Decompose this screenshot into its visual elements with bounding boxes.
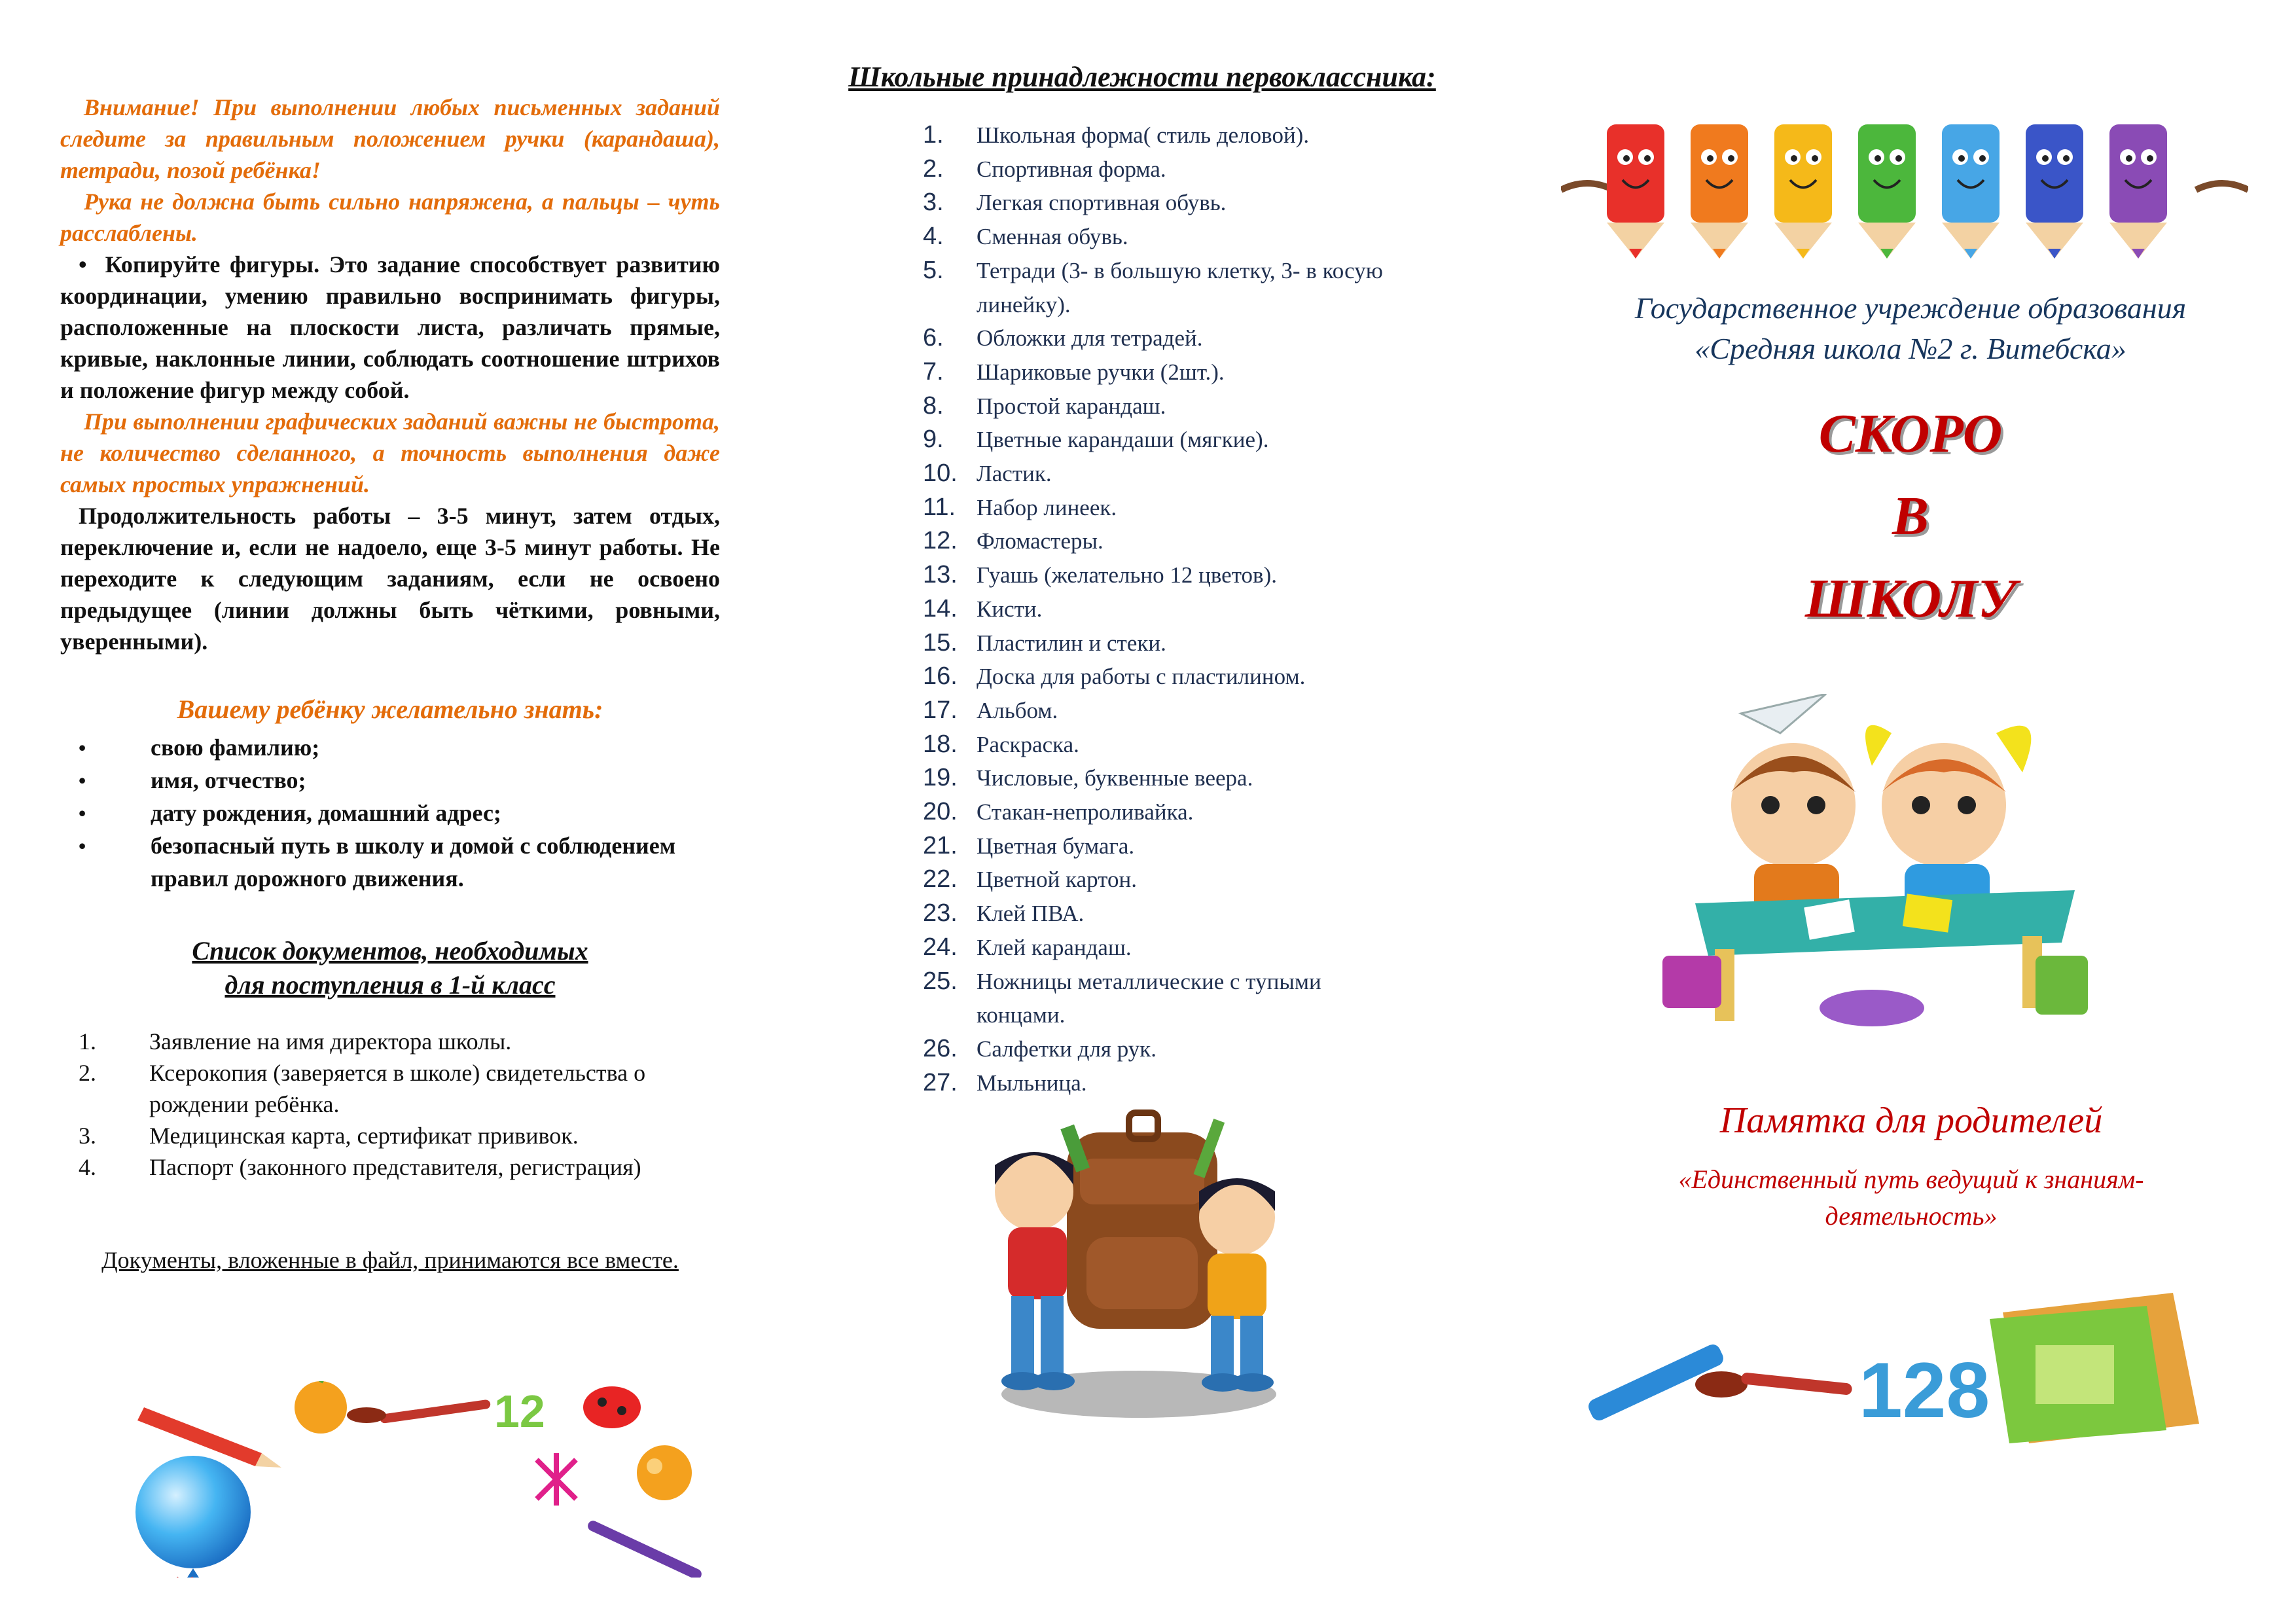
- list-item: 6. Обложки для тетрадей.: [923, 324, 1203, 352]
- school-supplies-illustration-right: [1571, 1293, 2232, 1456]
- hand-note: Рука не должна быть сильно напряжена, а пальцы – чуть расслаблены.: [60, 189, 720, 246]
- snowflake-icon: [537, 1453, 576, 1506]
- list-item: 24. Клей карандаш.: [923, 933, 1132, 961]
- list-item: 25. Ножницы металлические с тупыми концами.: [923, 967, 1321, 1028]
- list-item: • дату рождения, домашний адрес;: [79, 797, 720, 829]
- list-item: 22. Цветной картон.: [923, 865, 1137, 893]
- girl-figure: [995, 1152, 1075, 1390]
- list-item: 19. Числовые, буквенные веера.: [923, 764, 1253, 792]
- numbers-decor: [494, 1386, 545, 1437]
- list-item: • свою фамилию;: [79, 731, 720, 764]
- apple-icon: [295, 1381, 347, 1434]
- know-heading: Вашему ребёнку желательно знать:: [177, 695, 603, 724]
- list-item: 2. Спортивная форма.: [923, 154, 1166, 183]
- paintbrush-icon: [347, 1399, 491, 1424]
- paintbrush-icon: [1695, 1371, 1852, 1398]
- boy-figure: [1199, 1178, 1275, 1392]
- numbers-decor: [1859, 1346, 1990, 1434]
- kids-at-desk-illustration: [1656, 694, 2101, 1034]
- list-item: • имя, отчество;: [79, 764, 720, 797]
- list-item: 11. Набор линеек.: [923, 493, 1117, 521]
- list-item: 16. Доска для работы с пластилином.: [923, 662, 1306, 691]
- list-item: 9. Цветные карандаши (мягкие).: [923, 425, 1269, 454]
- svg-text:12: 12: [494, 1386, 545, 1437]
- list-item: 3. Медицинская карта, сертификат прививок.: [79, 1123, 579, 1149]
- list-item: 27. Мыльница.: [923, 1068, 1087, 1096]
- supplies-list: [785, 118, 1499, 1100]
- list-item: 7. Шариковые ручки (2шт.).: [923, 357, 1225, 386]
- motto-quote: «Единственный путь ведущий к знаниям- деятельность»: [1678, 1164, 2144, 1231]
- list-item: 15. Пластилин и стеки.: [923, 628, 1166, 657]
- know-list: [60, 731, 720, 895]
- list-item: 23. Клей ПВА.: [923, 899, 1085, 928]
- list-item: 21. Цветная бумага.: [923, 831, 1135, 859]
- school-supplies-illustration-left: [131, 1381, 720, 1578]
- duration-paragraph: Продолжительность работы – 3-5 минут, затем отдых, переключение и, если не надоело, еще 3-5 минут работы. Не переходите к следующим заданиям, если не освоено предыдущее (линии должны быть чёткими, ровными, уверенными).: [60, 503, 720, 655]
- graphic-tasks-note: При выполнении графических заданий важны не быстрота, не количество сделанного, а точность выполнения даже самых простых упражнений.: [60, 408, 720, 497]
- page-title: СКОРО В ШКОЛУ: [1804, 403, 2017, 629]
- list-item: 10. Ластик.: [923, 460, 1052, 488]
- boy-figure: [1731, 743, 1856, 923]
- books-icon: [1990, 1293, 2199, 1443]
- warning-paragraph: Внимание! При выполнении любых письменных заданий следите за правильным положением ручки (карандаша), тетради, позой ребёнка!: [60, 94, 720, 183]
- left-panel: [0, 0, 759, 1624]
- ladybug-icon: [583, 1386, 641, 1428]
- list-item: 3. Легкая спортивная обувь.: [923, 189, 1227, 217]
- list-item: 13. Гуашь (желательно 12 цветов).: [923, 561, 1277, 589]
- list-item: 14. Кисти.: [923, 594, 1043, 623]
- files-note: Документы, вложенные в файл, принимаются все вместе.: [101, 1247, 679, 1273]
- memo-block: [1551, 1100, 2271, 1235]
- list-item: 5. Тетради (3- в большую клетку, 3- в косую линейку).: [923, 256, 1383, 317]
- list-item: 18. Раскраска.: [923, 730, 1079, 758]
- school-name: Государственное учреждение образования «Средняя школа №2 г. Витебска»: [1634, 291, 2187, 365]
- apple-icon: [637, 1445, 692, 1500]
- supplies-heading: Школьные принадлежности первоклассника:: [848, 61, 1436, 93]
- list-item: 12. Фломастеры.: [923, 527, 1103, 555]
- documents-heading: Список документов, необходимых для поступления в 1-й класс: [192, 936, 588, 1000]
- list-item: 4. Паспорт (законного представителя, регистрация): [79, 1154, 641, 1180]
- documents-list: [60, 1026, 720, 1183]
- list-item: 17. Альбом.: [923, 696, 1058, 724]
- memo-title: Памятка для родителей: [1719, 1100, 2103, 1141]
- svg-text:128: 128: [1859, 1346, 1990, 1434]
- list-item: • безопасный путь в школу и домой с соблюдением правил дорожного движения.: [79, 829, 720, 895]
- list-item: 1. Школьная форма( стиль деловой).: [923, 121, 1310, 149]
- list-item: 1. Заявление на имя директора школы.: [79, 1028, 512, 1055]
- list-item: 2. Ксерокопия (заверяется в школе) свидетельства о рождении ребёнка.: [79, 1060, 646, 1117]
- list-item: 26. Салфетки для рук.: [923, 1034, 1157, 1062]
- paper-plane-icon: [1741, 694, 1826, 733]
- copy-shapes-paragraph: • Копируйте фигуры. Это задание способствует развитию координации, умению правильно воспринимать фигуры, расположенные на плоскости листа, различать прямые, кривые, наклонные линии, соблюдать соотношение штрихов и положение фигур между собой.: [60, 249, 720, 406]
- kids-with-backpack-illustration: [962, 1106, 1316, 1420]
- paintbrush-icon: [586, 1519, 704, 1578]
- list-item: 20. Стакан-непроливайка.: [923, 798, 1194, 826]
- balloon-icon: [135, 1456, 251, 1578]
- list-item: 4. Сменная обувь.: [923, 223, 1128, 251]
- list-item: 8. Простой карандаш.: [923, 391, 1166, 420]
